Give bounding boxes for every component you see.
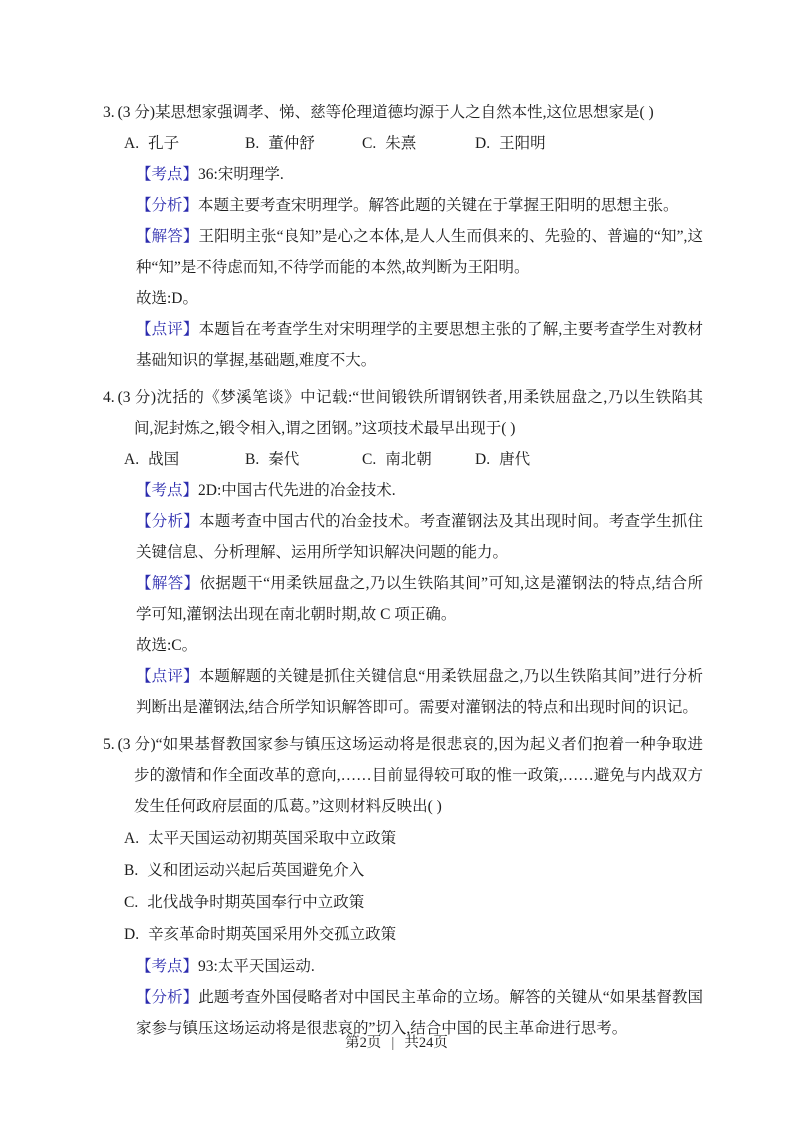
option-c [124,887,703,918]
option-c [362,128,475,159]
dianping-tag: 【点评】 [136,321,199,338]
dianping-text: 本题旨在考查学生对宋明理学的主要思想主张的了解,主要考查学生对教材基础知识的掌握,基础题,难度不大。 [136,321,703,369]
option-text: 南北朝 [385,451,432,468]
fenxi-text: 本题考查中国古代的冶金技术。考查灌钢法及其出现时间。考查学生抓住关键信息、分析理解、运用所学知识解决问题的能力。 [136,513,703,561]
option-d [475,444,530,475]
dianping-text: 本题解题的关键是抓住关键信息“用柔铁屈盘之,乃以生铁陷其间”进行分析判断出是灌钢法,结合所学知识解答即可。需要对灌钢法的特点和出现时间的识记。 [136,668,703,716]
jieda-text: 王阳明主张“良知”是心之本体,是人人生而俱来的、先验的、普遍的“知”,这种“知”是不待虑而知,不待学而能的本然,故判断为王阳明。 [136,228,703,276]
option-text: 辛亥革命时期英国采用外交孤立政策 [148,926,397,943]
fenxi-tag: 【分析】 [136,197,199,214]
option-d [124,919,703,950]
dianping-tag: 【点评】 [136,668,199,685]
option-text: 义和团运动兴起后英国避免介入 [147,862,365,879]
fenxi-tag: 【分析】 [136,513,200,530]
option-text: 朱熹 [385,135,417,152]
fenxi-text: 本题主要考查宋明理学。解答此题的关键在于掌握王阳明的思想主张。 [198,197,679,214]
answer-choice-text: 故选:D。 [136,290,199,307]
question-stem [103,382,703,444]
fenxi-tag: 【分析】 [136,989,199,1006]
fenxi-text: 此题考查外国侵略者对中国民主革命的立场。解答的关键从“如果基督教国家参与镇压这场运动将是很悲哀的”切入,结合中国的民主革命进行思考。 [136,989,703,1037]
option-label: A. [124,830,140,847]
option-c [362,444,475,475]
question-stem [103,97,703,128]
answer-choice-line [136,283,703,314]
option-b [245,444,362,475]
kaodian-tag: 【考点】 [136,166,199,183]
jieda-text: 依据题干“用柔铁屈盘之,乃以生铁陷其间”可知,这是灌钢法的特点,结合所学可知,灌钢法出现在南北朝时期,故 C 项正确。 [136,575,703,623]
fenxi-line [136,190,703,221]
jieda-tag: 【解答】 [136,228,199,245]
question-stem-text: (3 分)“如果基督教国家参与镇压这场运动将是很悲哀的,因为起义者们抱着一种争取进步的激情和作全面改革的意向,……目前显得较可取的惟一政策,……避免与内战双方发生任何政府层面的瓜葛。”这则材料反映出( ) [117,736,703,815]
dianping-line [136,661,703,723]
page-content [103,97,703,1050]
option-text: 秦代 [268,451,300,468]
option-a [124,823,703,854]
answer-choice-text: 故选:C。 [136,637,198,654]
option-label: B. [245,451,260,468]
option-label: C. [362,135,377,152]
kaodian-tag: 【考点】 [136,482,199,499]
option-label: D. [475,135,491,152]
page-total: 共24页 [404,1035,448,1051]
jieda-line [136,568,703,630]
option-text: 王阳明 [499,135,546,152]
footer-separator: | [391,1035,395,1051]
option-label: B. [124,862,139,879]
option-text: 北伐战争时期英国奉行中立政策 [147,894,365,911]
option-label: D. [124,926,140,943]
option-b [124,855,703,886]
jieda-line [136,221,703,283]
question-stem [103,729,703,822]
fenxi-line [136,506,703,568]
kaodian-line [136,159,703,190]
option-a [124,444,245,475]
page-footer [0,1031,793,1052]
option-d [475,128,546,159]
question-stem-text: (3 分)沈括的《梦溪笔谈》中记载:“世间锻铁所谓钢铁者,用柔铁屈盘之,乃以生铁陷其间,泥封炼之,锻令相入,谓之团钢。”这项技术最早出现于( ) [117,389,703,437]
options-column [124,823,703,950]
options-row [124,128,703,159]
question-5 [103,729,703,1044]
options-row [124,444,703,475]
option-a [124,128,245,159]
kaodian-line [136,951,703,982]
option-label: A. [124,451,140,468]
question-number: 4. [103,389,115,406]
kaodian-text: 36:宋明理学. [198,166,284,183]
option-label: B. [245,135,260,152]
page-number: 第2页 [345,1035,382,1051]
question-number: 3. [103,104,115,121]
option-text: 太平天国运动初期英国采取中立政策 [148,830,397,847]
option-b [245,128,362,159]
kaodian-tag: 【考点】 [136,958,199,975]
option-text: 战国 [148,451,180,468]
question-4 [103,382,703,723]
jieda-tag: 【解答】 [136,575,200,592]
option-text: 董仲舒 [268,135,315,152]
question-3 [103,97,703,376]
question-stem-text: (3 分)某思想家强调孝、悌、慈等伦理道德均源于人之自然本性,这位思想家是( ) [117,104,654,121]
option-text: 孔子 [148,135,180,152]
option-label: C. [362,451,377,468]
option-text: 唐代 [499,451,531,468]
kaodian-text: 93:太平天国运动. [198,958,315,975]
option-label: D. [475,451,491,468]
kaodian-text: 2D:中国古代先进的冶金技术. [198,482,396,499]
option-label: A. [124,135,140,152]
dianping-line [136,314,703,376]
question-number: 5. [103,736,115,753]
kaodian-line [136,475,703,506]
answer-choice-line [136,630,703,661]
option-label: C. [124,894,139,911]
